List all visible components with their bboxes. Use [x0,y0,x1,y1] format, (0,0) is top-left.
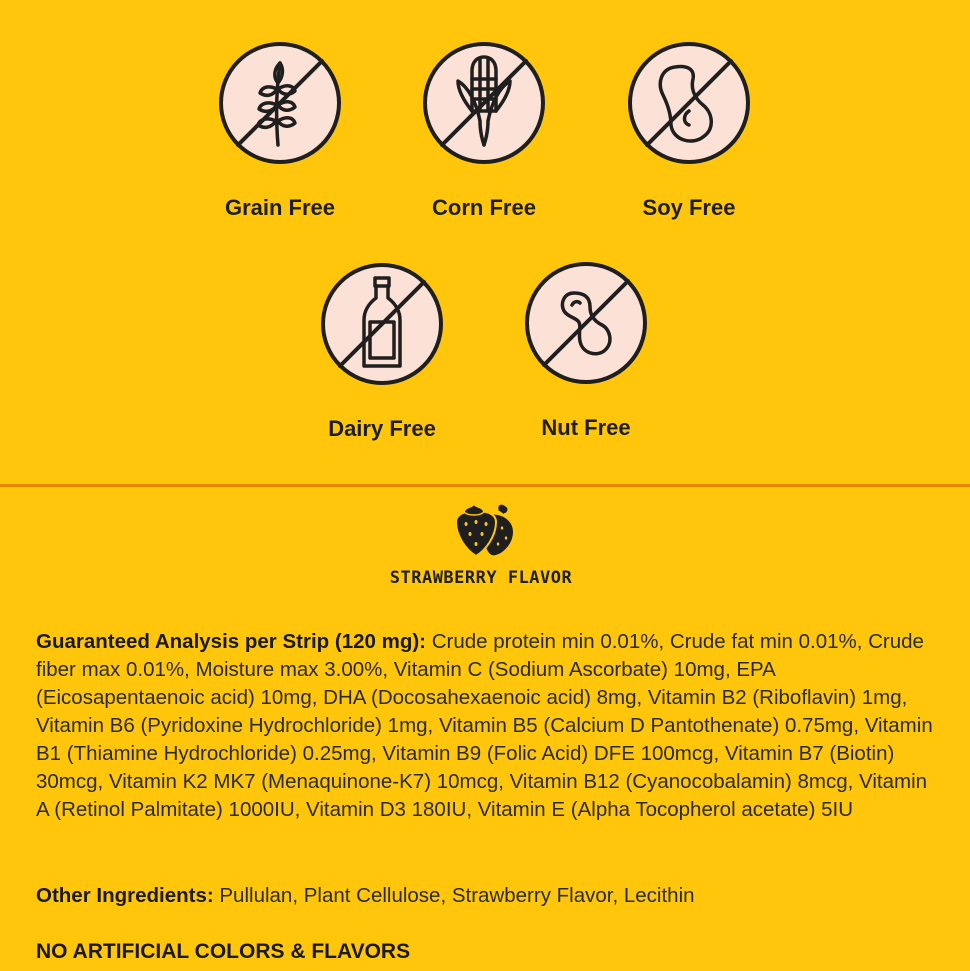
no-artificial-note: NO ARTIFICIAL COLORS & FLAVORS [36,940,411,963]
flavor-title: STRAWBERRY FLAVOR [389,568,573,588]
strawberry-icon [452,500,516,558]
soybean-icon [627,41,751,165]
badge-soy-free [589,41,789,221]
other-ingredients-heading: Other Ingredients: [36,884,214,907]
wheat-icon [218,41,342,165]
analysis-heading: Guaranteed Analysis per Strip (120 mg): [36,630,426,653]
section-divider [0,484,970,487]
badge-nut-free [486,261,686,441]
badge-label: Corn Free [432,195,536,220]
badge-grain-free [180,41,380,221]
peanut-icon [524,261,648,385]
badge-label: Soy Free [642,195,736,220]
corn-icon [422,41,546,165]
milk-bottle-icon [320,262,444,386]
guaranteed-analysis [36,628,936,824]
analysis-text: Crude protein min 0.01%, Crude fat min 0.01%, Crude fiber max 0.01%, Moisture max 3.00%, Vitamin C (Sodium Ascorbate) 10mg, EPA (Eicosapentaenoic acid) 10mg, DHA (Docosahexaenoic acid) 8mg, Vitamin B2 (Riboflavin) 1mg, Vitamin B6 (Pyridoxine Hydrochloride) 1mg, Vitamin B5 (Calcium D Pantothenate) 0.75mg, Vitamin B1 (Thiamine Hydrochloride) 0.25mg, Vitamin B9 (Folic Acid) DFE 100mcg, Vitamin B7 (Biotin) 30mcg, Vitamin K2 MK7 (Menaquinone-K7) 10mcg, Vitamin B12 (Cyanocobalamin) 8mcg, Vitamin A (Retinol Palmitate) 1000IU, Vitamin D3 180IU, Vitamin E (Alpha Tocopherol acetate) 5IU [36,630,933,821]
badge-label: Grain Free [224,195,336,220]
badge-corn-free [384,41,584,221]
badge-label: Nut Free [541,415,631,440]
other-ingredients-text: Pullulan, Plant Cellulose, Strawberry Flavor, Lecithin [213,884,695,907]
badge-label: Dairy Free [328,416,436,441]
badge-dairy-free [282,262,482,442]
other-ingredients [36,882,936,910]
